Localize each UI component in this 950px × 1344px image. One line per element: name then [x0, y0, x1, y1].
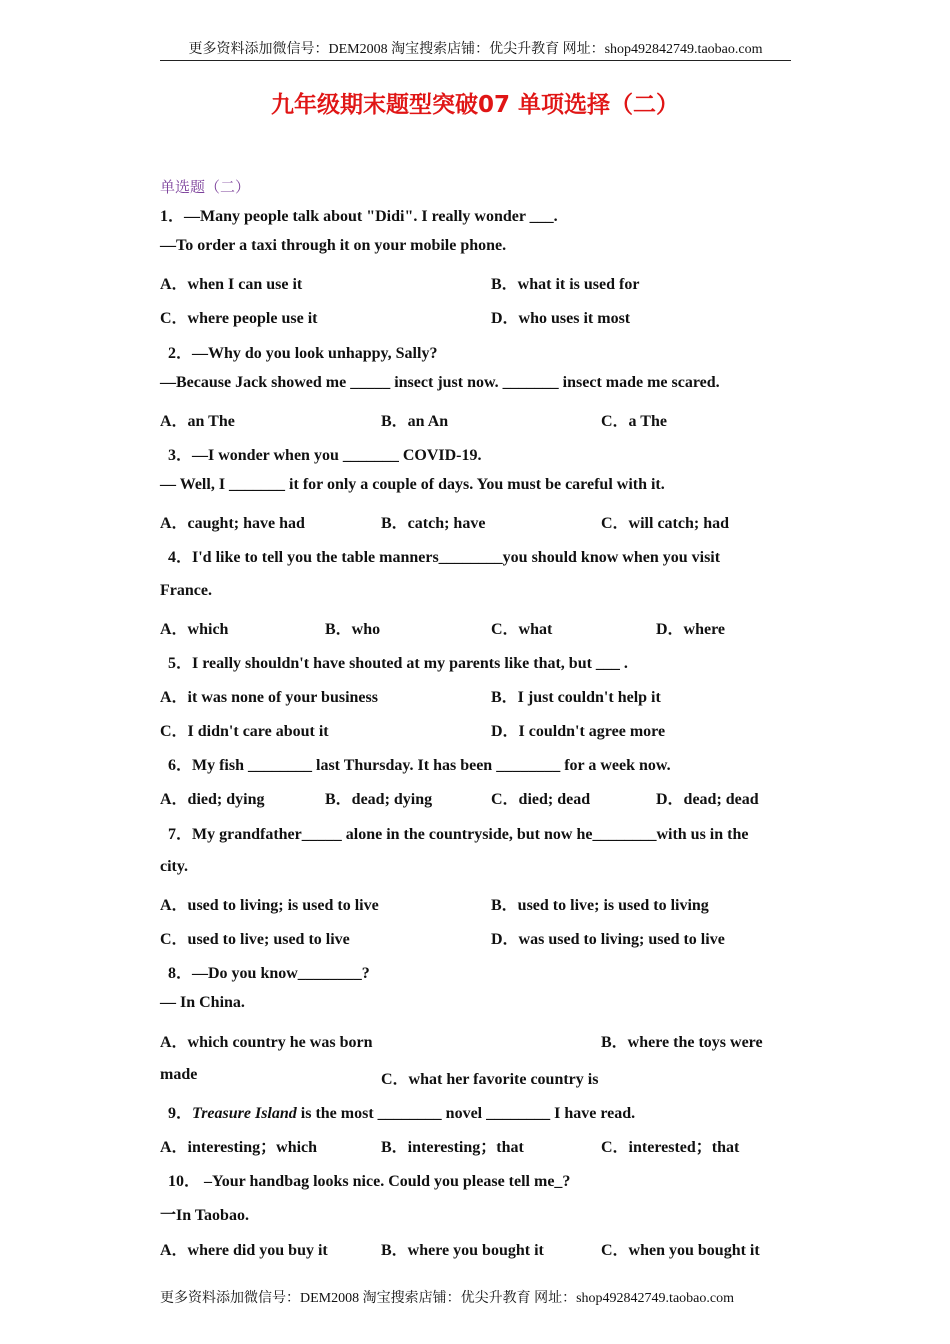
question-4-line-2: France.: [160, 582, 212, 599]
question-1-option-a: A．when I can use it: [160, 276, 303, 293]
question-1-option-c: C．where people use it: [160, 310, 318, 327]
question-6-option-a: A．died; dying: [160, 791, 265, 808]
question-7-option-c: C．used to live; used to live: [160, 931, 350, 948]
question-10-option-a: A．where did you buy it: [160, 1242, 328, 1259]
question-9-option-a: A．interesting；which: [160, 1139, 318, 1156]
question-9-text: is the most ________ novel ________ I have read.: [300, 1105, 636, 1122]
question-7-option-d: D．was used to living; used to live: [491, 931, 725, 948]
question-9-line-1: [168, 1100, 635, 1123]
question-9-option-b: B．interesting；that: [381, 1139, 524, 1156]
question-7-line-2: city.: [160, 858, 188, 875]
question-1-line-2: —To order a taxi through it on your mobile phone.: [160, 237, 507, 254]
question-7-option-a: A．used to living; is used to live: [160, 897, 379, 914]
question-10-line-2: 一In Taobao.: [160, 1207, 249, 1224]
question-4-option-c: C．what: [491, 621, 553, 638]
question-3-line-1: 3．—I wonder when you _______ COVID-19.: [168, 447, 482, 464]
question-9-option-c: C．interested；that: [601, 1139, 740, 1156]
question-5-line-1: 5．I really shouldn't have shouted at my parents like that, but ___ .: [168, 655, 628, 672]
question-9-number: 9．: [168, 1105, 193, 1122]
question-3-option-a: A．caught; have had: [160, 515, 305, 532]
question-4-option-b: B．who: [325, 621, 381, 638]
question-8-line-2: — In China.: [160, 994, 245, 1011]
question-10-line-1: 10． –Your handbag looks nice. Could you please tell me_?: [168, 1173, 571, 1190]
question-7-option-b: B．used to live; is used to living: [491, 897, 709, 914]
question-5-option-b: B．I just couldn't help it: [491, 689, 661, 706]
question-3-line-2: — Well, I _______ it for only a couple of days. You must be careful with it.: [160, 476, 665, 493]
question-4-line-1: 4．I'd like to tell you the table manners________you should know when you visit: [168, 549, 721, 566]
question-10-option-c: C．when you bought it: [601, 1242, 760, 1259]
question-6-option-b: B．dead; dying: [325, 791, 433, 808]
question-2-line-1: 2．—Why do you look unhappy, Sally?: [168, 345, 438, 362]
question-2-option-b: B．an An: [381, 413, 449, 430]
question-6-line-1: 6．My fish ________ last Thursday. It has been ________ for a week now.: [168, 757, 671, 774]
question-4-option-a: A．which: [160, 621, 229, 638]
page-header: 更多资料添加微信号：DEM2008 淘宝搜索店铺：优尖升教育 网址：shop492842749.taobao.com: [160, 38, 791, 61]
question-10-option-b: B．where you bought it: [381, 1242, 544, 1259]
question-2-option-c: C．a The: [601, 413, 667, 430]
question-1-option-b: B．what it is used for: [491, 276, 640, 293]
section-heading: 单选题（二）: [160, 178, 251, 196]
question-1-option-d: D．who uses it most: [491, 310, 631, 327]
question-2-option-a: A．an The: [160, 413, 235, 430]
page-footer: 更多资料添加微信号：DEM2008 淘宝搜索店铺：优尖升教育 网址：shop492842749.taobao.com: [160, 1291, 734, 1306]
question-8-option-a: A．which country he was born: [160, 1034, 373, 1051]
question-5-option-d: D．I couldn't agree more: [491, 723, 666, 740]
question-1-line-1: 1．—Many people talk about "Didi". I really wonder ___.: [160, 208, 558, 225]
question-3-option-c: C．will catch; had: [601, 515, 730, 532]
question-2-line-2: —Because Jack showed me _____ insect just now. _______ insect made me scared.: [160, 374, 720, 391]
question-8-option-c: C．what her favorite country is: [381, 1071, 599, 1088]
question-6-option-c: C．died; dead: [491, 791, 591, 808]
question-4-option-d: D．where: [656, 621, 726, 638]
question-5-option-c: C．I didn't care about it: [160, 723, 329, 740]
page-title: 九年级期末题型突破07 单项选择（二）: [270, 92, 679, 118]
question-5-option-a: A．it was none of your business: [160, 689, 378, 706]
question-7-line-1: 7．My grandfather_____ alone in the countryside, but now he________with us in the: [168, 826, 749, 843]
question-8-option-b: B．where the toys were: [601, 1034, 763, 1051]
question-3-option-b: B．catch; have: [381, 515, 486, 532]
question-8-line-1: 8．—Do you know________?: [168, 965, 370, 982]
question-8-option-b-continued: made: [160, 1066, 198, 1083]
question-6-option-d: D．dead; dead: [656, 791, 759, 808]
question-9-italic-title: Treasure Island: [192, 1105, 297, 1122]
